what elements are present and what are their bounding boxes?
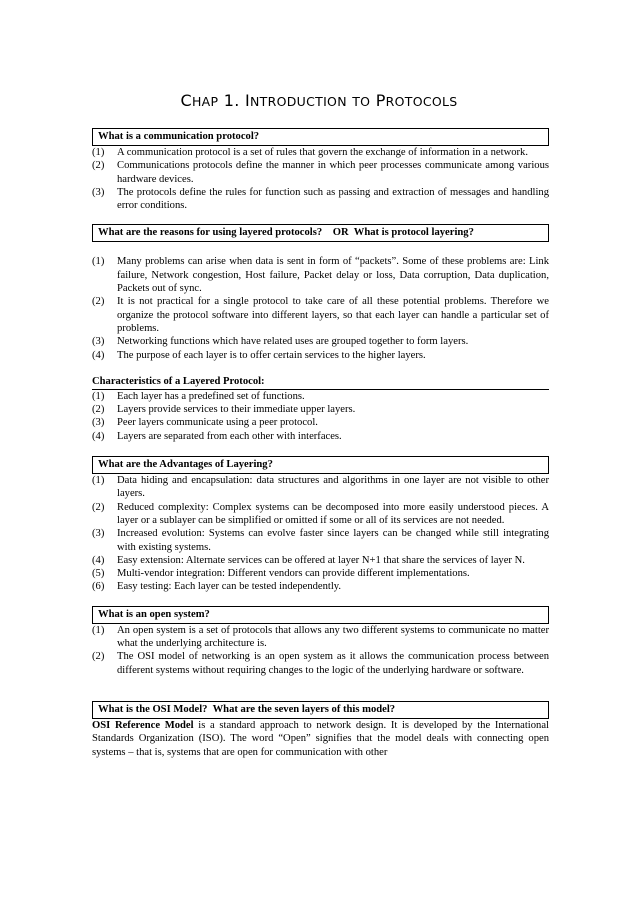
document-body [92, 128, 549, 759]
list-item: (2) Communications protocols define the manner in which peer processes communicate among various hardware devices. [92, 160, 549, 185]
list-item: (2) Reduced complexity: Complex systems can be decomposed into more easily understood pieces. A layer or a sublayer can be simplified or omitted if some or all of its services are not needed. [92, 501, 549, 526]
answer-list [92, 255, 549, 361]
list-item: (4) Easy extension: Alternate services can be offered at layer N+1 that share the services of layer N. [92, 554, 525, 566]
list-item: (2) Layers provide services to their immediate upper layers. [92, 404, 356, 416]
page-title: CHAP 1. INTRODUCTION TO PROTOCOLS [180, 91, 458, 110]
list-item: (2) The OSI model of networking is an open system as it allows the communication process between different systems without requiring changes to the logic of the underlying hardware or software. [92, 651, 549, 676]
list-item: (3) Networking functions which have related uses are grouped together to form layers. [92, 336, 469, 348]
answer-list [92, 474, 549, 594]
question-heading: What is a communication protocol? [92, 128, 549, 146]
list-item: (6) Easy testing: Each layer can be tested independently. [92, 581, 342, 593]
list-item: (1) Each layer has a predefined set of functions. [92, 390, 305, 402]
question-heading: What are the Advantages of Layering? [92, 456, 549, 474]
section-heading: Characteristics of a Layered Protocol: [92, 375, 549, 390]
list-item: (1) A communication protocol is a set of rules that govern the exchange of information in a network. [92, 147, 528, 158]
list-item: (1) An open system is a set of protocols that allows any two different systems to communicate no matter what the underlying architecture is. [92, 624, 549, 650]
list-item: (3) Peer layers communicate using a peer protocol. [92, 417, 318, 429]
list-item: (1) Data hiding and encapsulation: data structures and algorithms in one layer are not visible to other layers. [92, 475, 549, 500]
answer-list [92, 146, 549, 212]
list-item: (5) Multi-vendor integration: Different vendors can provide different implementations. [92, 568, 470, 580]
question-heading: What is an open system? [92, 606, 549, 624]
answer-list [92, 390, 549, 443]
list-item: (3) The protocols define the rules for function such as passing and extraction of messages and handling error conditions. [92, 186, 549, 212]
list-item: (3) Increased evolution: Systems can evolve faster since layers can be changed while still integrating with existing systems. [92, 528, 549, 553]
list-item: (1) Many problems can arise when data is sent in form of “packets”. Some of these problems are: Link failure, Network congestion, Host failure, Packet delay or loss, Data corruption, Data duplication, Packets out of sync. [92, 256, 549, 295]
list-item: (4) Layers are separated from each other with interfaces. [92, 430, 342, 442]
body-paragraph: OSI Reference Model is a standard approach to network design. It is developed by the International Standards Organization (ISO). The word “Open” signifies that the model deals with connecting open systems – that is, systems that are open for communication with other [92, 719, 549, 758]
question-heading: What are the reasons for using layered protocols? OR What is protocol layering? [92, 224, 549, 242]
answer-list [92, 624, 549, 677]
question-heading: What is the OSI Model? What are the seven layers of this model? [92, 701, 549, 719]
list-item: (4) The purpose of each layer is to offer certain services to the higher layers. [92, 349, 426, 361]
list-item: (2) It is not practical for a single protocol to take care of all these potential problems. Therefore we organize the protocol software into different layers, so that each layer can handle a particular set of problems. [92, 296, 549, 334]
